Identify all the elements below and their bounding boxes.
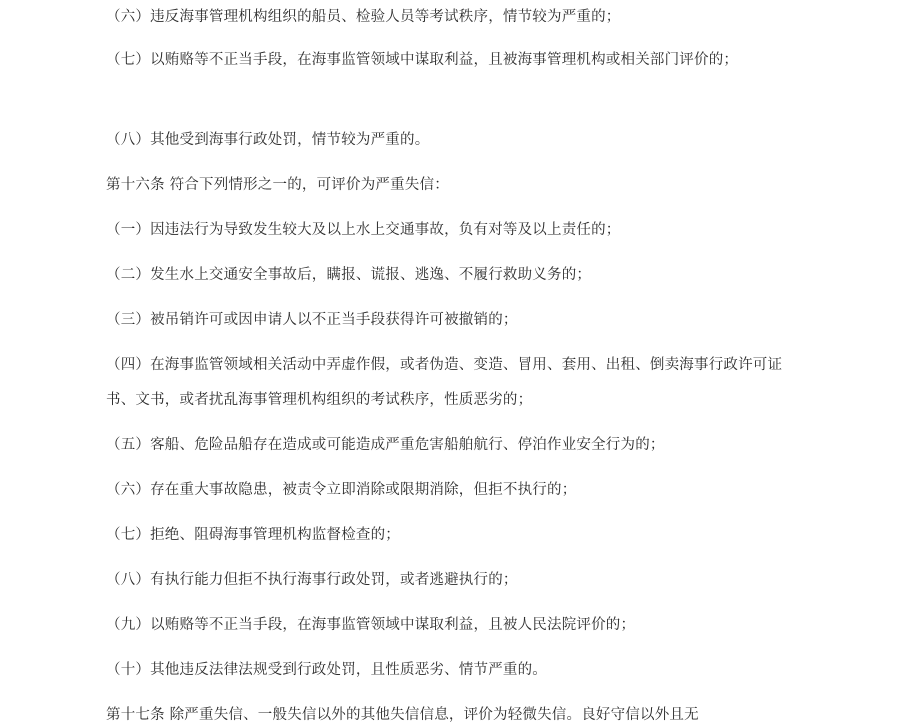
paragraph-article16-item9: （九）以贿赂等不正当手段，在海事监管领域中谋取利益，且被人民法院评价的； bbox=[106, 617, 636, 633]
paragraph-article17-heading: 第十七条 除严重失信、一般失信以外的其他失信信息，评价为轻微失信。良好守信以外且无 bbox=[106, 707, 699, 723]
paragraph-article16-item10: （十）其他违反法律法规受到行政处罚，且性质恶劣、情节严重的。 bbox=[106, 662, 547, 678]
paragraph-article16-item1: （一）因违法行为导致发生较大及以上水上交通事故，负有对等及以上责任的； bbox=[106, 222, 621, 238]
paragraph-article16-item4: （四）在海事监管领域相关活动中弄虚作假，或者伪造、变造、冒用、套用、出租、倒卖海事行政许可证书、文书，或者扰乱海事管理机构组织的考试秩序，性质恶劣的； bbox=[106, 357, 783, 408]
paragraph-article15-item7: （七）以贿赂等不正当手段，在海事监管领域中谋取利益，且被海事管理机构或相关部门评价的； bbox=[106, 52, 739, 68]
paragraph-article16-item5: （五）客船、危险品船存在造成或可能造成严重危害船舶航行、停泊作业安全行为的； bbox=[106, 437, 665, 453]
paragraph-article16-item6: （六）存在重大事故隐患，被责令立即消除或限期消除，但拒不执行的； bbox=[106, 482, 577, 498]
paragraph-article16-heading: 第十六条 符合下列情形之一的，可评价为严重失信： bbox=[106, 177, 449, 193]
paragraph-article16-item2: （二）发生水上交通安全事故后，瞒报、谎报、逃逸、不履行救助义务的； bbox=[106, 267, 592, 283]
paragraph-article16-item8: （八）有执行能力但拒不执行海事行政处罚，或者逃避执行的； bbox=[106, 572, 518, 588]
paragraph-article15-item8: （八）其他受到海事行政处罚，情节较为严重的。 bbox=[106, 132, 430, 148]
paragraph-article16-item7: （七）拒绝、阻碍海事管理机构监督检查的； bbox=[106, 527, 400, 543]
paragraph-article16-item3: （三）被吊销许可或因申请人以不正当手段获得许可被撤销的； bbox=[106, 312, 518, 328]
paragraph-article15-item6: （六）违反海事管理机构组织的船员、检验人员等考试秩序，情节较为严重的； bbox=[106, 9, 621, 25]
